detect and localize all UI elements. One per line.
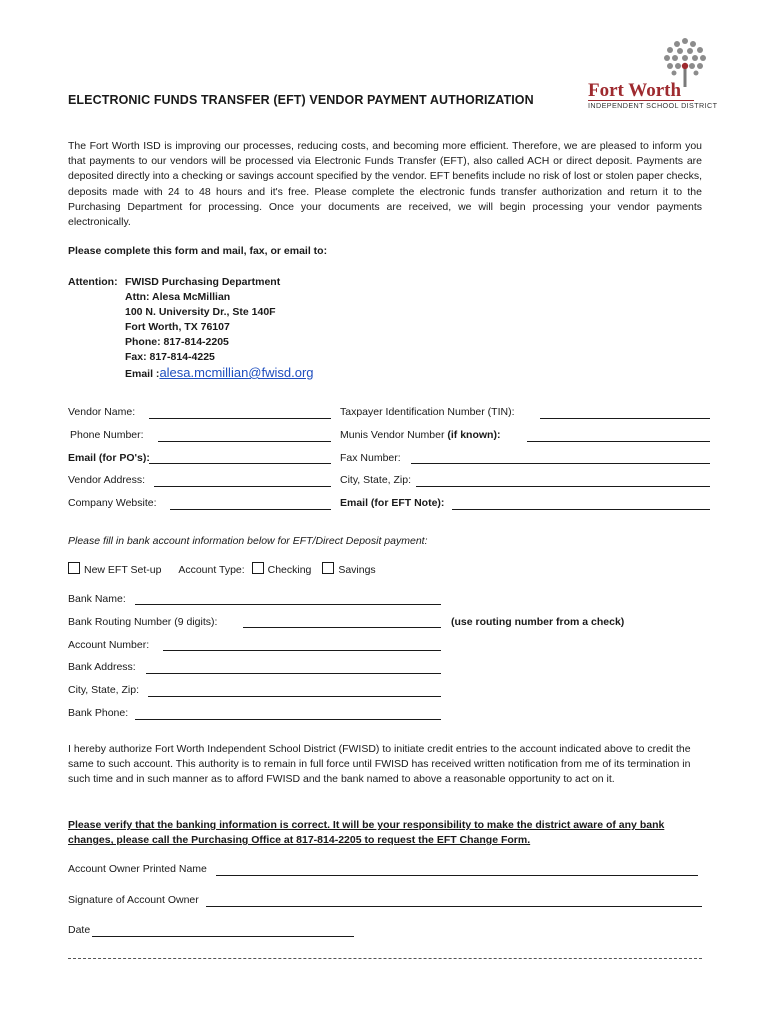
munis-label-note: (if known): xyxy=(447,429,501,441)
phone-label: Phone Number: xyxy=(70,429,144,441)
attention-label: Attention: xyxy=(68,276,118,288)
new-setup-label: New EFT Set-up xyxy=(84,564,162,576)
contact-email-row xyxy=(125,365,314,380)
date-label: Date xyxy=(68,924,91,936)
bank-phone-label: Bank Phone: xyxy=(68,707,129,719)
account-number-label: Account Number: xyxy=(68,639,150,651)
logo-subtitle: INDEPENDENT SCHOOL DISTRICT xyxy=(588,101,718,110)
tin-field[interactable] xyxy=(540,418,710,419)
tin-label: Taxpayer Identification Number (TIN): xyxy=(340,406,515,418)
bank-name-label: Bank Name: xyxy=(68,593,126,605)
vendor-city-field[interactable] xyxy=(416,486,710,487)
phone-field[interactable] xyxy=(158,441,331,442)
website-label: Company Website: xyxy=(68,497,157,509)
checking-label: Checking xyxy=(267,564,312,576)
bank-address-label: Bank Address: xyxy=(68,661,136,673)
new-setup-checkbox[interactable] xyxy=(68,562,80,574)
savings-checkbox[interactable] xyxy=(322,562,334,574)
vendor-name-label: Vendor Name: xyxy=(68,406,136,418)
contact-attn: Attn: Alesa McMillian xyxy=(125,291,231,303)
vendor-name-field[interactable] xyxy=(149,418,331,419)
email-po-field[interactable] xyxy=(149,463,331,464)
options-row xyxy=(68,562,376,576)
instruction-text: Please complete this form and mail, fax, or email to: xyxy=(68,245,328,257)
vendor-city-label: City, State, Zip: xyxy=(340,474,411,486)
munis-label xyxy=(340,429,500,441)
signature-label: Signature of Account Owner xyxy=(68,894,199,906)
contact-phone: Phone: 817-814-2205 xyxy=(125,336,229,348)
printed-name-label: Account Owner Printed Name xyxy=(68,863,207,875)
bank-city-field[interactable] xyxy=(148,696,441,697)
account-number-field[interactable] xyxy=(163,650,441,651)
signature-field[interactable] xyxy=(206,906,702,907)
routing-label: Bank Routing Number (9 digits): xyxy=(68,616,218,628)
checking-checkbox[interactable] xyxy=(252,562,264,574)
verify-notice: Please verify that the banking information is correct. It will be your responsibility to make the district aware of any bank changes, please call the Purchasing Office at 817-814-2205 to request the EFT Change Form. xyxy=(68,819,665,847)
savings-label: Savings xyxy=(338,564,376,576)
fwisd-logo xyxy=(588,36,720,110)
contact-email-label: Email : xyxy=(125,368,160,380)
bank-city-label: City, State, Zip: xyxy=(68,684,139,696)
bank-intro: Please fill in bank account information below for EFT/Direct Deposit payment: xyxy=(68,535,428,547)
contact-street: 100 N. University Dr., Ste 140F xyxy=(125,306,276,318)
website-field[interactable] xyxy=(170,509,331,510)
printed-name-field[interactable] xyxy=(216,875,698,876)
email-eft-label: Email (for EFT Note): xyxy=(340,497,445,509)
contact-city: Fort Worth, TX 76107 xyxy=(125,321,230,333)
vendor-address-label: Vendor Address: xyxy=(68,474,146,486)
routing-note: (use routing number from a check) xyxy=(451,616,625,628)
intro-paragraph: The Fort Worth ISD is improving our processes, reducing costs, and becoming more efficient. Therefore, we are pleased to inform you that payments to our vendors will be processed via Electronic Funds Transfer (EFT), also called ACH or direct deposit. Payments are deposited directly into a checking or savings account specified by the vendor. EFT benefits include no risk of lost or stolen paper checks, deposits made with 24 to 48 hours and it's free. Please complete the electronic funds transfer authorization and return it to the Purchasing Department for processing. Once your documents are received, we will begin processing your vendor payments electronically. xyxy=(68,140,702,229)
routing-field[interactable] xyxy=(243,627,441,628)
bank-phone-field[interactable] xyxy=(135,719,441,720)
bank-name-field[interactable] xyxy=(135,604,441,605)
contact-fax: Fax: 817-814-4225 xyxy=(125,351,215,363)
bank-address-field[interactable] xyxy=(146,673,441,674)
account-type-label: Account Type: xyxy=(178,564,245,576)
munis-label-text: Munis Vendor Number xyxy=(340,429,448,441)
date-field[interactable] xyxy=(92,936,354,937)
email-po-label: Email (for PO's): xyxy=(68,452,150,464)
contact-department: FWISD Purchasing Department xyxy=(125,276,281,288)
munis-field[interactable] xyxy=(527,441,710,442)
email-eft-field[interactable] xyxy=(452,509,710,510)
fax-field[interactable] xyxy=(411,463,710,464)
logo-name: Fort Worth xyxy=(588,80,682,101)
authorization-paragraph: I hereby authorize Fort Worth Independent School District (FWISD) to initiate credit entries to the account indicated above to credit the same to such account. This authority is to remain in full force until FWISD has received written notification from me of its termination in such time and in such manner as to afford FWISD and the bank named to above a reasonable opportunity to act on it. xyxy=(68,743,691,786)
form-title: ELECTRONIC FUNDS TRANSFER (EFT) VENDOR PAYMENT AUTHORIZATION xyxy=(68,93,534,107)
fax-label: Fax Number: xyxy=(340,452,401,464)
contact-email-link[interactable]: alesa.mcmillian@fwisd.org xyxy=(159,365,314,380)
vendor-address-field[interactable] xyxy=(154,486,331,487)
cut-line-divider xyxy=(68,958,702,959)
